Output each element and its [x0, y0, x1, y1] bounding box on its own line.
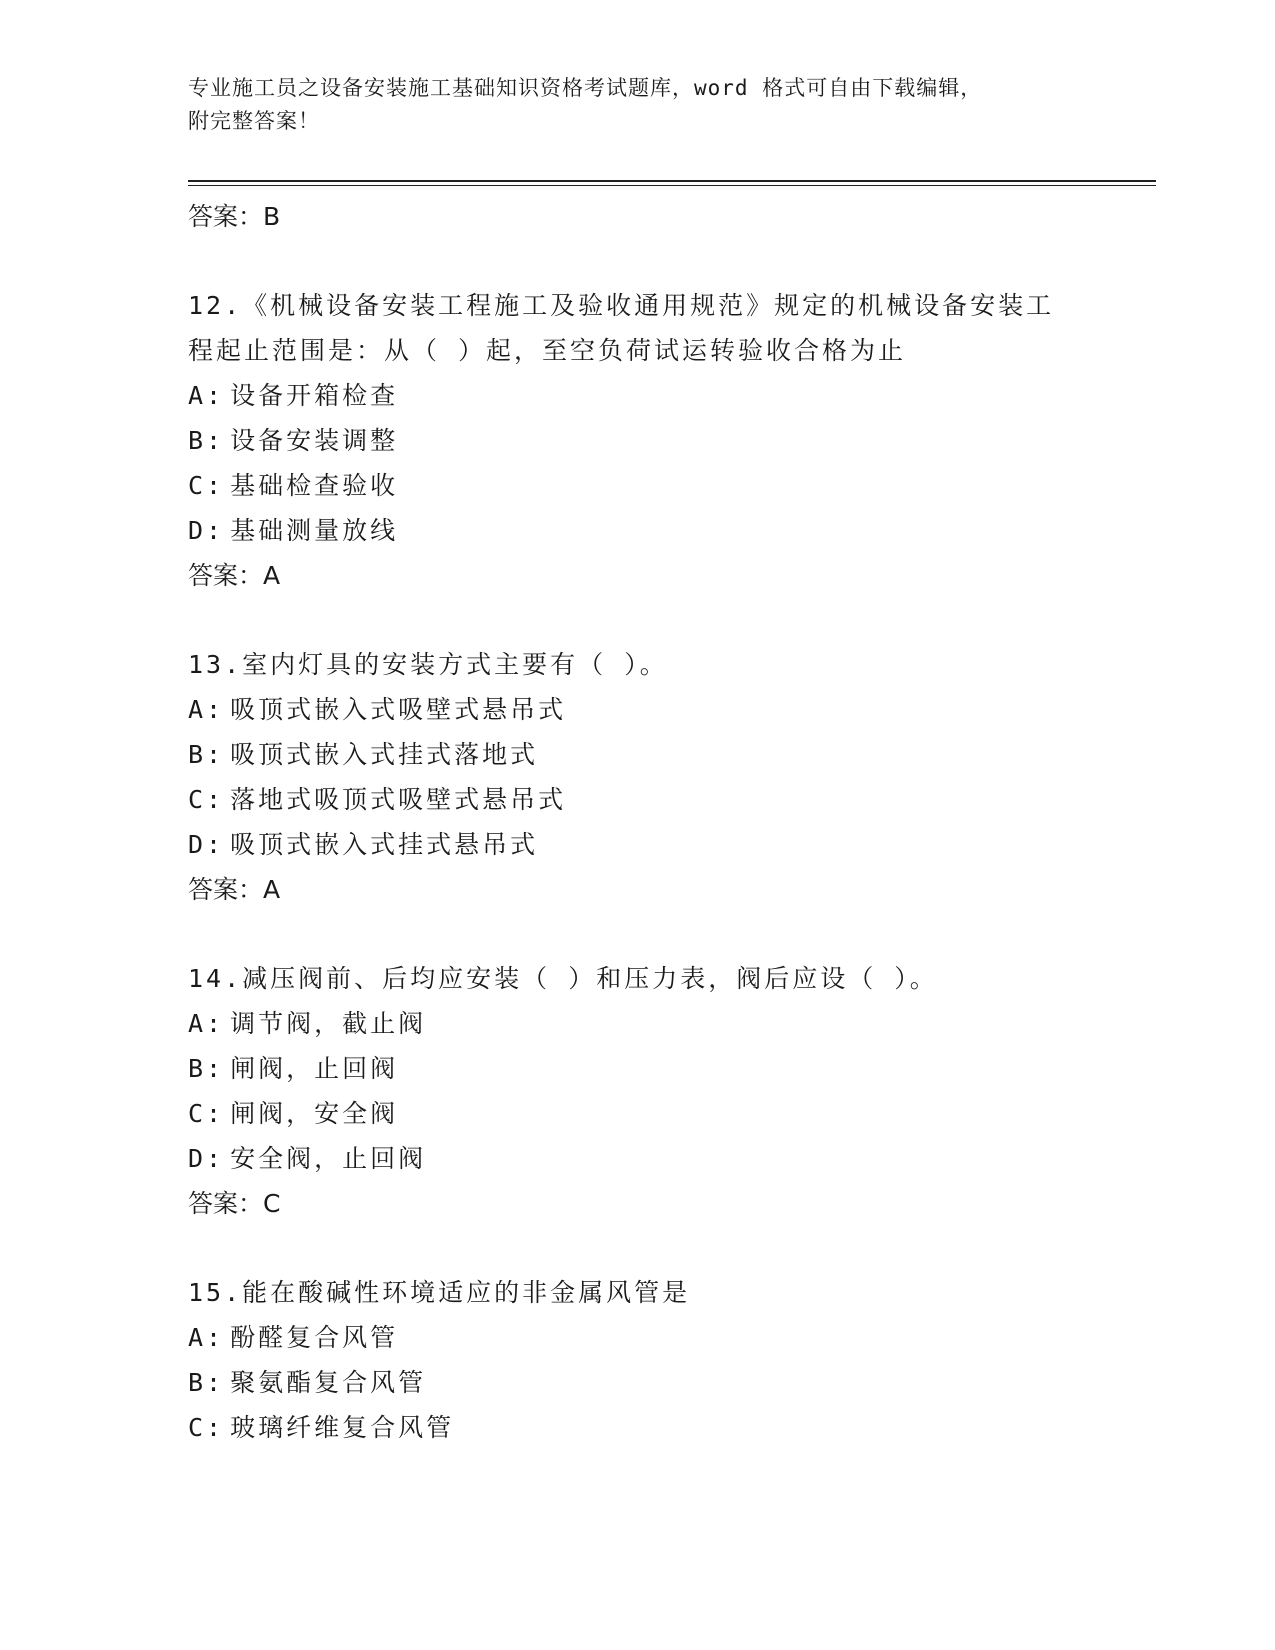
option-key: D:	[188, 1144, 225, 1173]
question-stem: 13.室内灯具的安装方式主要有（ ）。	[188, 650, 668, 679]
option-a	[188, 1315, 1156, 1360]
option-d	[188, 1136, 1156, 1181]
question-stem: 12.《机械设备安装工程施工及验收通用规范》规定的机械设备安装工	[188, 291, 1055, 320]
option-text: 闸阀，止回阀	[230, 1054, 399, 1083]
option-key: C:	[188, 1413, 225, 1442]
option-text: 吸顶式嵌入式吸壁式悬吊式	[230, 695, 567, 724]
question-14	[188, 956, 1156, 1226]
question-stem: 15.能在酸碱性环境适应的非金属风管是	[188, 1278, 691, 1307]
document-page	[188, 72, 1156, 1450]
option-text: 闸阀，安全阀	[230, 1099, 399, 1128]
question-12	[188, 283, 1156, 598]
option-key: C:	[188, 1099, 225, 1128]
option-a	[188, 373, 1156, 418]
option-text: 吸顶式嵌入式挂式悬吊式	[230, 830, 539, 859]
question-13	[188, 642, 1156, 912]
option-key: C:	[188, 471, 225, 500]
option-text: 落地式吸顶式吸壁式悬吊式	[230, 785, 567, 814]
option-text: 设备安装调整	[230, 426, 399, 455]
option-key: B:	[188, 1054, 225, 1083]
header-divider	[188, 180, 1156, 186]
option-d	[188, 822, 1156, 867]
option-b	[188, 1360, 1156, 1405]
option-c	[188, 1091, 1156, 1136]
option-text: 安全阀，止回阀	[230, 1144, 427, 1173]
option-text: 基础测量放线	[230, 516, 399, 545]
option-text: 玻璃纤维复合风管	[230, 1413, 455, 1442]
option-b	[188, 1046, 1156, 1091]
option-b	[188, 732, 1156, 777]
option-c	[188, 777, 1156, 822]
option-key: A:	[188, 1009, 225, 1038]
option-text: 吸顶式嵌入式挂式落地式	[230, 740, 539, 769]
option-key: D:	[188, 516, 225, 545]
answer-label: 答案：B	[188, 202, 281, 231]
option-key: C:	[188, 785, 225, 814]
option-d	[188, 508, 1156, 553]
option-key: B:	[188, 426, 225, 455]
option-text: 调节阀，截止阀	[230, 1009, 427, 1038]
answer-label: 答案：A	[188, 561, 281, 590]
option-text: 聚氨酯复合风管	[230, 1368, 427, 1397]
option-key: A:	[188, 695, 225, 724]
option-text: 酚醛复合风管	[230, 1323, 399, 1352]
option-key: D:	[188, 830, 225, 859]
answer-label: 答案：A	[188, 875, 281, 904]
option-c	[188, 1405, 1156, 1450]
option-text: 设备开箱检查	[230, 381, 399, 410]
option-a	[188, 687, 1156, 732]
question-stem-continued: 程起止范围是：从（ ）起，至空负荷试运转验收合格为止	[188, 336, 907, 365]
option-key: A:	[188, 381, 225, 410]
option-c	[188, 463, 1156, 508]
option-b	[188, 418, 1156, 463]
option-key: A:	[188, 1323, 225, 1352]
header-line-2: 附完整答案！	[188, 109, 320, 133]
option-text: 基础检查验收	[230, 471, 399, 500]
question-stem: 14.减压阀前、后均应安装（ ）和压力表，阀后应设（ ）。	[188, 964, 938, 993]
header-line-1: 专业施工员之设备安装施工基础知识资格考试题库，word 格式可自由下载编辑，	[188, 76, 983, 100]
option-key: B:	[188, 1368, 225, 1397]
question-15	[188, 1270, 1156, 1450]
answer-label: 答案：C	[188, 1189, 281, 1218]
option-a	[188, 1001, 1156, 1046]
option-key: B:	[188, 740, 225, 769]
